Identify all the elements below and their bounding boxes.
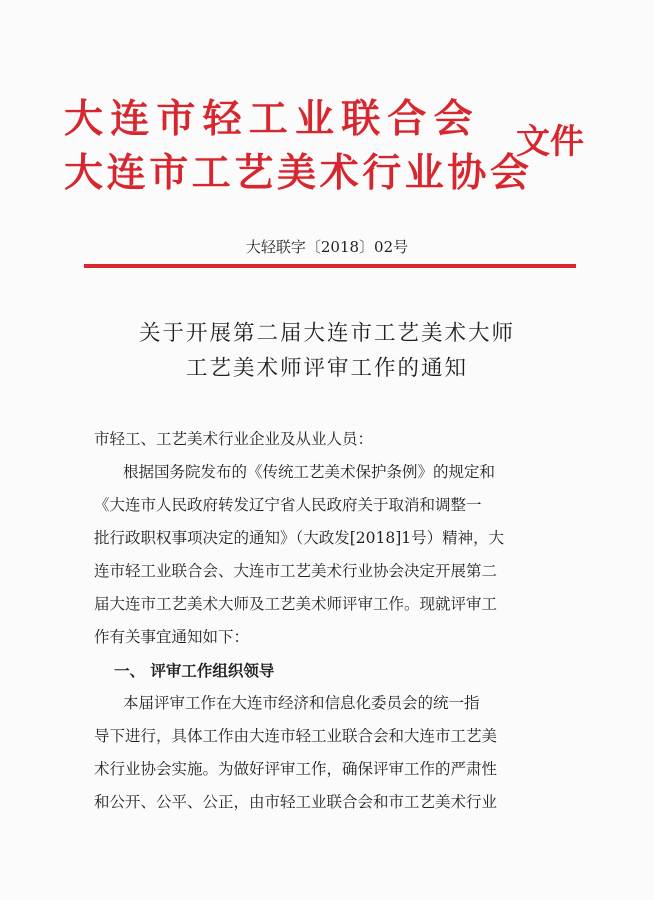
- document-type-label: 文件: [516, 122, 584, 162]
- red-divider-line: [84, 264, 576, 268]
- issuing-org-2: 大连市工艺美术行业协会: [64, 151, 533, 196]
- section-1-line: 和公开、公平、公正，由市轻工业联合会和市工艺美术行业: [94, 793, 498, 811]
- section-1-line: 术行业协会实施。为做好评审工作，确保评审工作的严肃性: [94, 760, 498, 778]
- notice-title-line-2: 工艺美术师评审工作的通知: [185, 356, 468, 381]
- section-1-line: 导下进行，具体工作由大连市轻工业联合会和大连市工艺美: [94, 727, 498, 745]
- body-line: 作有关事宜通知如下：: [94, 628, 250, 646]
- document-number: 大轻联字〔2018〕02号: [245, 238, 409, 256]
- notice-title-line-1: 关于开展第二届大连市工艺美术大师: [138, 321, 515, 346]
- body-line: 根据国务院发布的《传统工艺美术保护条例》的规定和: [123, 463, 496, 481]
- section-1-line: 本届评审工作在大连市经济和信息化委员会的统一指: [123, 694, 480, 712]
- body-line: 连市轻工业联合会、大连市工艺美术行业协会决定开展第二: [94, 562, 498, 580]
- section-heading-1: 一、 评审工作组织领导: [114, 661, 275, 680]
- body-line: 届大连市工艺美术大师及工艺美术师评审工作。现就评审工: [94, 595, 498, 613]
- body-line: 《大连市人民政府转发辽宁省人民政府关于取消和调整一: [94, 496, 482, 514]
- body-line: 批行政职权事项决定的通知》（大政发[2018]1号）精神，大: [94, 529, 505, 547]
- salutation: 市轻工、工艺美术行业企业及从业人员：: [94, 430, 374, 448]
- issuing-org-1: 大连市轻工业联合会: [64, 97, 480, 142]
